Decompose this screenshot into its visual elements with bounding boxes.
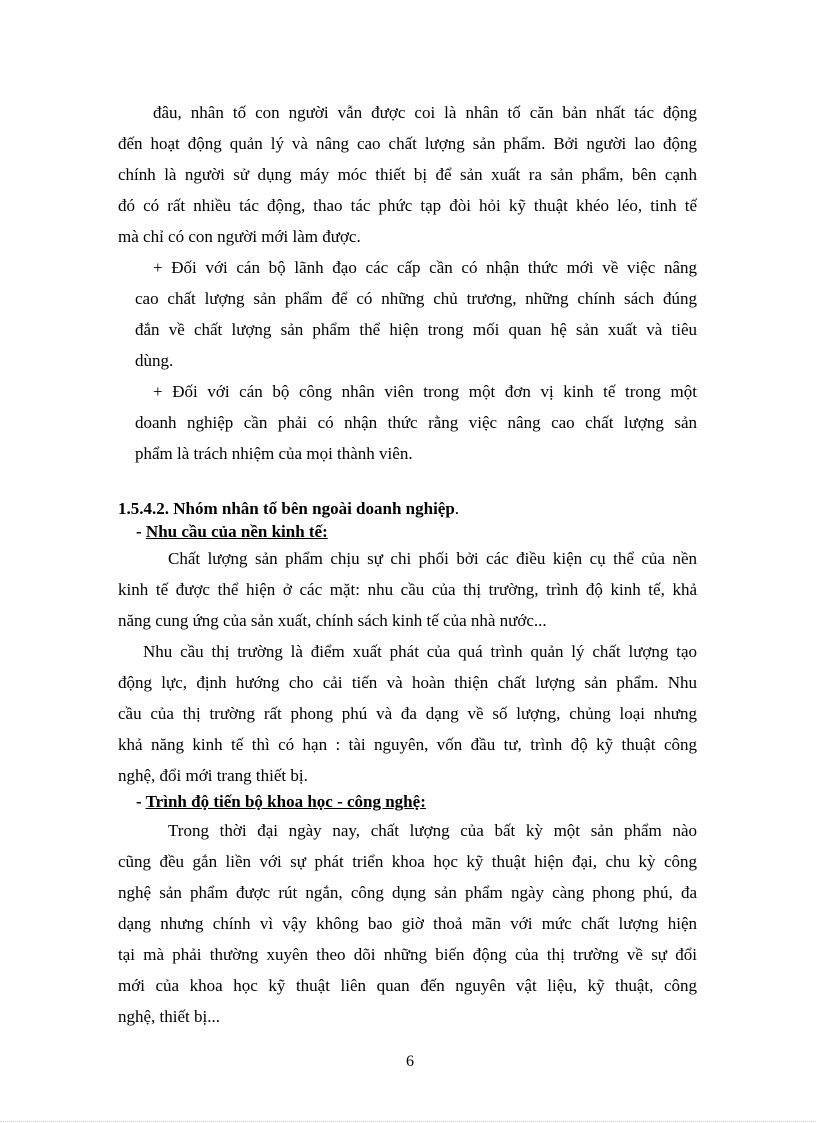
- body-text-line: Nhu cầu thị trường là điểm xuất phát của quá trình quản lý chất lượng tạo: [143, 642, 697, 661]
- subsection-colon: :: [420, 792, 426, 811]
- bullet-text-line: doanh nghiệp cần phải có nhận thức rằng việc nâng cao chất lượng sản: [135, 413, 697, 432]
- bullet-text-line: dùng.: [135, 351, 174, 370]
- body-text-line: mà chỉ có con người mới làm được.: [118, 227, 361, 246]
- body-text-line: Chất lượng sản phẩm chịu sự chi phối bởi các điều kiện cụ thể của nền: [168, 549, 697, 568]
- body-text-line: đâu, nhân tố con người vẫn được coi là nhân tố căn bản nhất tác động: [153, 103, 697, 122]
- subsection-title: Trình độ tiến bộ khoa học - công nghệ: [145, 792, 421, 811]
- page-divider: [0, 1121, 816, 1122]
- body-text-line: dạng nhưng chính vì vậy không bao giờ thoả mãn với mức chất lượng hiện: [118, 914, 697, 933]
- body-text-line: Trong thời đại ngày nay, chất lượng của bất kỳ một sản phẩm nào: [168, 821, 697, 840]
- subsection-dash: -: [136, 522, 146, 541]
- body-text-line: đó có rất nhiều tác động, thao tác phức tạp đòi hỏi kỹ thuật khéo léo, tinh tế: [118, 196, 697, 215]
- body-text-line: động lực, định hướng cho cải tiến và hoàn thiện chất lượng sản phẩm. Nhu: [118, 673, 697, 692]
- subsection-dash: -: [136, 792, 146, 811]
- section-heading: [118, 498, 459, 520]
- body-text-line: cầu của thị trường rất phong phú và đa dạng về số lượng, chủng loại nhưng: [118, 704, 697, 723]
- body-text-line: đến hoạt động quản lý và nâng cao chất lượng sản phẩm. Bởi người lao động: [118, 134, 697, 153]
- body-text-line: nghệ, thiết bị...: [118, 1007, 220, 1026]
- subsection-heading: [136, 791, 426, 813]
- subsection-heading: [136, 521, 328, 543]
- body-text-line: cũng đều gắn liền với sự phát triển khoa học kỹ thuật hiện đại, chu kỳ công: [118, 852, 697, 871]
- section-heading-period: .: [454, 499, 460, 518]
- bullet-text-line: phẩm là trách nhiệm của mọi thành viên.: [135, 444, 413, 463]
- body-text-line: mới của khoa học kỹ thuật liên quan đến nguyên vật liệu, kỹ thuật, công: [118, 976, 697, 995]
- body-text-line: nghệ, đổi mới trang thiết bị.: [118, 766, 308, 785]
- page-number: 6: [406, 1053, 414, 1070]
- bullet-text-line: cao chất lượng sản phẩm để có những chủ trương, những chính sách đúng: [135, 289, 697, 308]
- body-text-line: năng cung ứng của sản xuất, chính sách kinh tế của nhà nước...: [118, 611, 547, 630]
- bullet-text-line: đắn về chất lượng sản phẩm thể hiện trong mối quan hệ sản xuất và tiêu: [135, 320, 697, 339]
- bullet-text-line: + Đối với cán bộ lãnh đạo các cấp cần có nhận thức mới về việc nâng: [153, 258, 697, 277]
- body-text-line: chính là người sử dụng máy móc thiết bị để sản xuất ra sản phẩm, bên cạnh: [118, 165, 697, 184]
- bullet-text-line: + Đối với cán bộ công nhân viên trong một đơn vị kinh tế trong một: [153, 382, 697, 401]
- body-text-line: khả năng kinh tế thì có hạn : tài nguyên, vốn đầu tư, trình độ kỹ thuật công: [118, 735, 697, 754]
- body-text-line: kinh tế được thể hiện ở các mặt: nhu cầu của thị trường, trình độ kinh tế, khả: [118, 580, 697, 599]
- section-heading-text: 1.5.4.2. Nhóm nhân tố bên ngoài doanh nghiệp: [118, 499, 455, 518]
- body-text-line: tại mà phải thường xuyên theo dõi những biến động của thị trường về sự đổi: [118, 945, 697, 964]
- body-text-line: nghệ sản phẩm được rút ngắn, công dụng sản phẩm ngày càng phong phú, đa: [118, 883, 697, 902]
- subsection-title: Nhu cầu của nền kinh tế:: [145, 522, 328, 541]
